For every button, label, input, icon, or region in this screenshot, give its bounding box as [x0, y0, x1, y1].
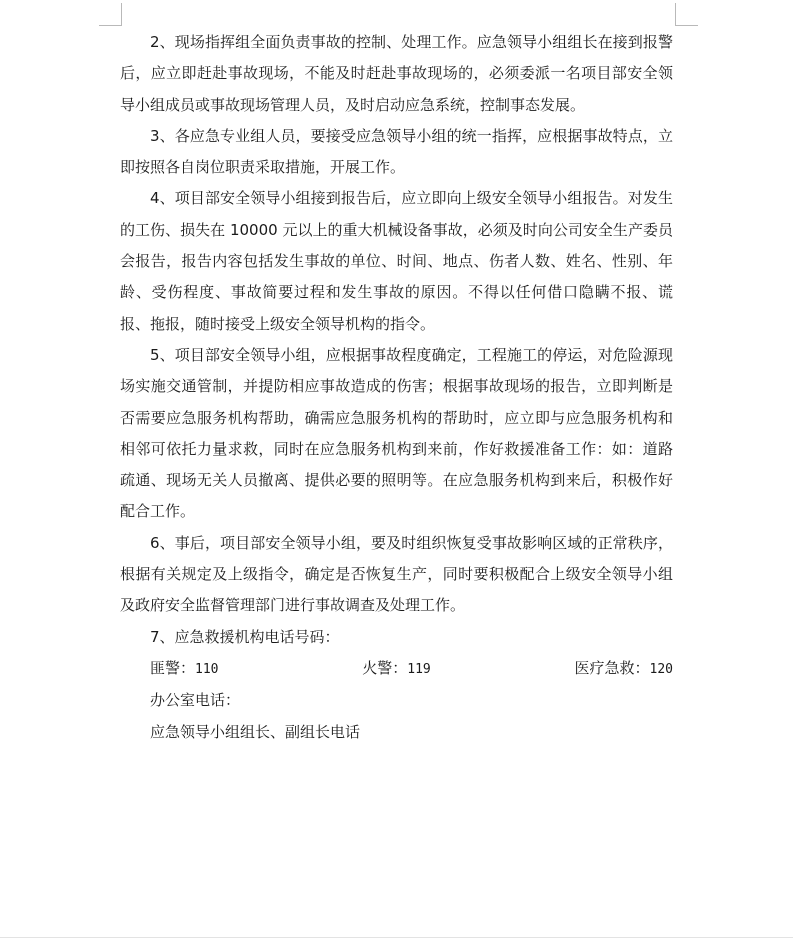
paragraph-7: 7、应急救援机构电话号码： [150, 627, 340, 646]
fire-phone-label: 火警： [362, 658, 408, 677]
police-phone-label: 匪警： [150, 658, 196, 677]
office-phone-line: 办公室电话： [150, 691, 241, 710]
page-bottom-divider [0, 937, 793, 938]
police-phone [150, 653, 219, 685]
paragraph-2: 2、现场指挥组全面负责事故的控制、处理工作。应急领导小组组长在接到报警后，应立即赶赴事故现场，不能及时赶赴事故现场的，必须委派一名项目部安全领导小组成员或事故现场管理人员，及时启动应急系统，控制事态发展。 [120, 33, 673, 114]
document-body [120, 27, 673, 748]
fire-phone [362, 653, 431, 685]
medical-phone [575, 653, 674, 685]
emergency-phone-row [120, 653, 673, 685]
leader-phone-line: 应急领导小组组长、副组长电话 [150, 722, 361, 741]
paragraph-5: 5、项目部安全领导小组，应根据事故程度确定，工程施工的停运，对危险源现场实施交通管制，并提防相应事故造成的伤害；根据事故现场的报告，立即判断是否需要应急服务机构帮助，确需应急服务机构的帮助时，应立即与应急服务机构和相邻可依托力量求救，同时在应急服务机构到来前，作好救援准备工作：如：道路疏通、现场无关人员撤离、提供必要的照明等。在应急服务机构到来后，积极作好配合工作。 [120, 345, 673, 521]
margin-corner-mark-top-right [675, 3, 698, 26]
police-phone-number: 110 [195, 661, 219, 677]
margin-corner-mark-top-left [99, 3, 122, 26]
paragraph-3: 3、各应急专业组人员，要接受应急领导小组的统一指挥，应根据事故特点，立即按照各自岗位职责采取措施，开展工作。 [120, 126, 673, 177]
fire-phone-number: 119 [407, 661, 431, 677]
paragraph-4: 4、项目部安全领导小组接到报告后，应立即向上级安全领导小组报告。对发生的工伤、损失在 10000 元以上的重大机械设备事故，必须及时向公司安全生产委员会报告，报告内容包括发生事故的单位、时间、地点、伤者人数、姓名、性别、年龄、受伤程度、事故简要过程和发生事故的原因。不得以任何借口隐瞒不报、谎报、拖报，随时接受上级安全领导机构的指令。 [120, 189, 673, 333]
paragraph-6: 6、事后，项目部安全领导小组，要及时组织恢复受事故影响区域的正常秩序，根据有关规定及上级指令，确定是否恢复生产，同时要积极配合上级安全领导小组及政府安全监督管理部门进行事故调查及处理工作。 [120, 533, 673, 615]
medical-phone-label: 医疗急救： [574, 658, 650, 677]
medical-phone-number: 120 [649, 661, 673, 677]
